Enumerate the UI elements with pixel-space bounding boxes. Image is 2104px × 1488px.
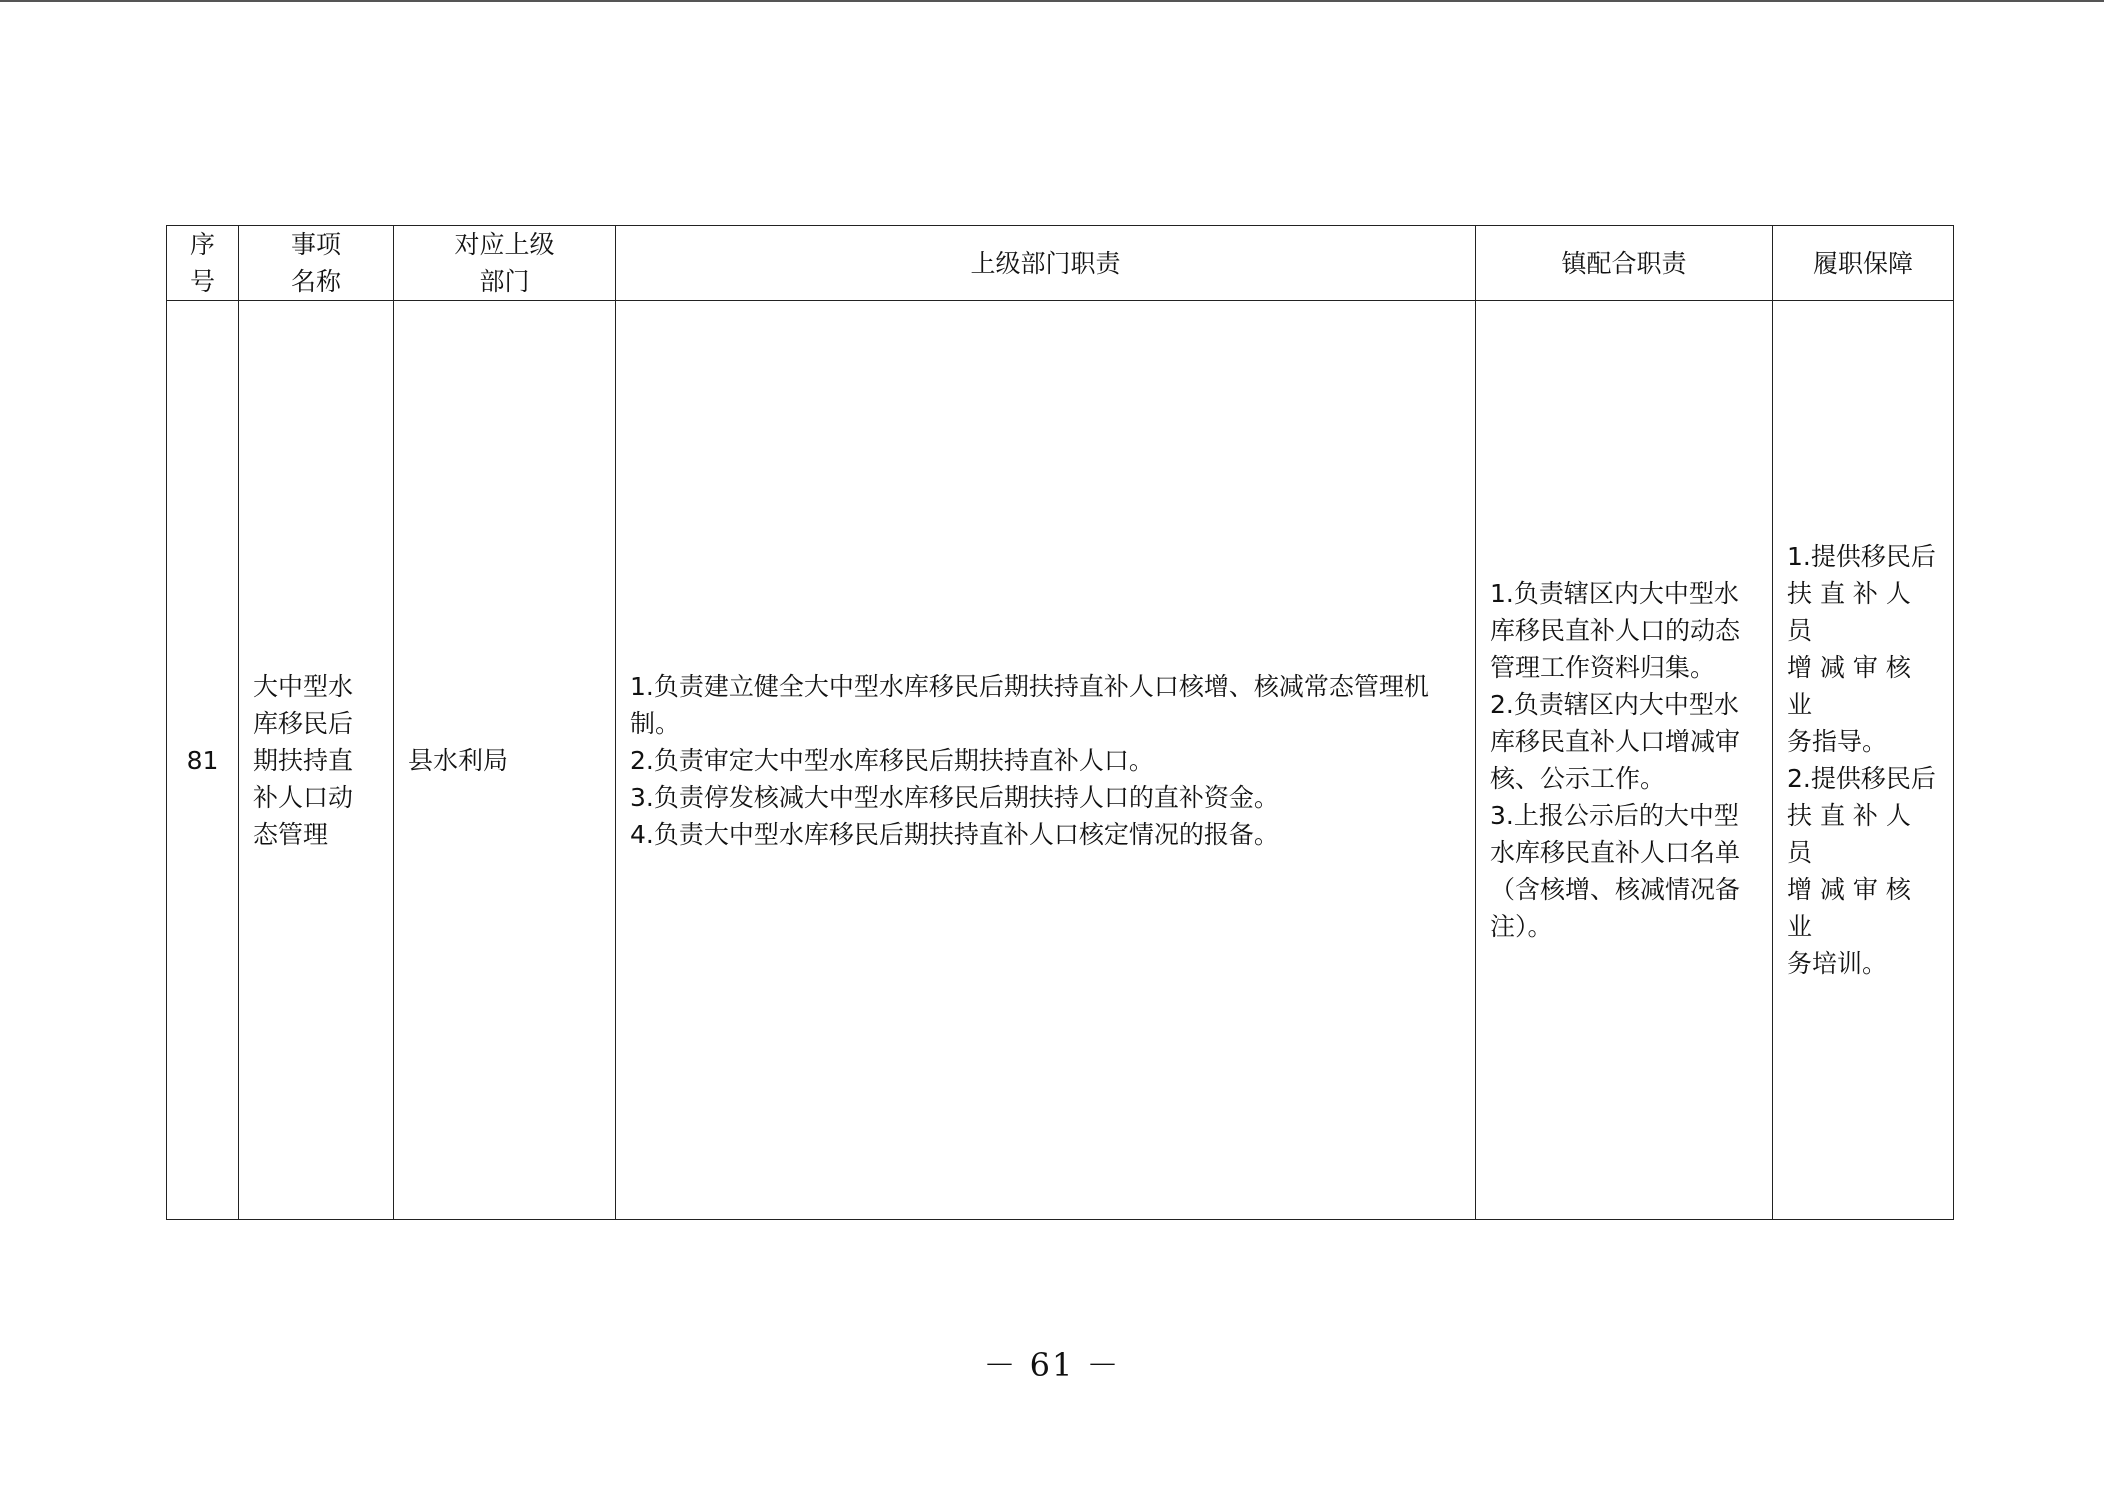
page-number: － 61 － <box>983 1346 1121 1384</box>
header-town-duty: 镇配合职责 <box>1476 226 1773 301</box>
row-item-name: 大中型水 库移民后 期扶持直 补人口动 态管理 <box>239 301 394 1220</box>
row-town-duty: 1.负责辖区内大中型水 库移民直补人口的动态 管理工作资料归集。 2.负责辖区内大中型水 库移民直补人口增减审 核、公示工作。 3.上报公示后的大中型 水库移民直补人口名单 （含核增、核减情况备 注）。 <box>1476 301 1773 1220</box>
header-upper-duty: 上级部门职责 <box>616 226 1476 301</box>
header-upper-dept: 对应上级 部门 <box>394 226 616 301</box>
header-seq: 序 号 <box>167 226 239 301</box>
header-item-name: 事项 名称 <box>239 226 394 301</box>
row-upper-dept: 县水利局 <box>394 301 616 1220</box>
row-guarantee: 1.提供移民后 扶 直 补 人 员 增 减 审 核 业 务指导。 2.提供移民后 扶 直 补 人 员 增 减 审 核 业 务培训。 <box>1773 301 1954 1220</box>
header-guarantee: 履职保障 <box>1773 226 1954 301</box>
table-header-row <box>167 226 1954 301</box>
table-row <box>167 301 1954 1220</box>
row-upper-duty: 1.负责建立健全大中型水库移民后期扶持直补人口核增、核减常态管理机 制。 2.负责审定大中型水库移民后期扶持直补人口。 3.负责停发核减大中型水库移民后期扶持人口的直补资金。 4.负责大中型水库移民后期扶持直补人口核定情况的报备。 <box>616 301 1476 1220</box>
top-border-rule <box>0 0 2104 2</box>
duty-table <box>166 225 1954 1220</box>
row-seq: 81 <box>167 301 239 1220</box>
